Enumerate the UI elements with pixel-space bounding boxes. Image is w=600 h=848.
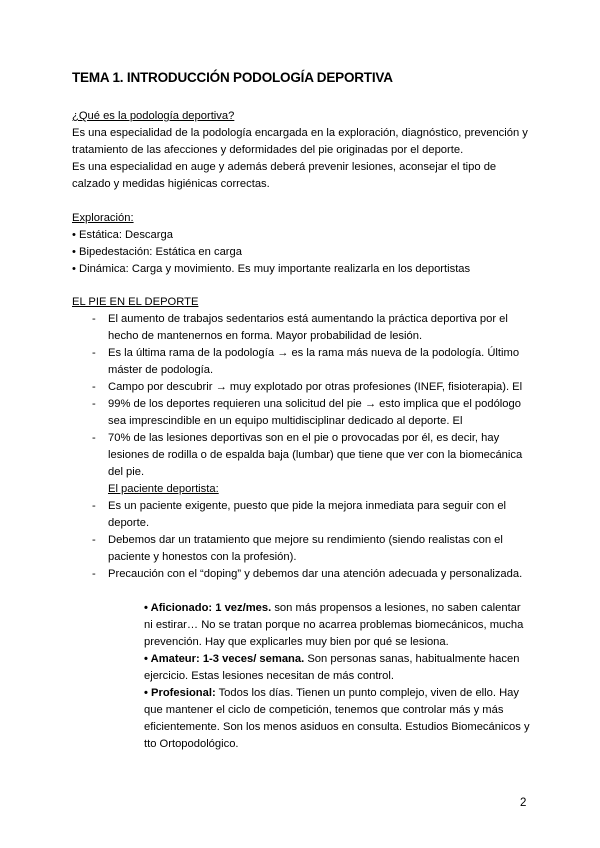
paragraph-line: calzado y medidas higiénicas correctas. xyxy=(72,178,270,190)
amateur-label: • Amateur: 1-3 veces/ semana. xyxy=(144,653,305,665)
dash-item-text: Campo por descubrir → muy explotado por otras profesiones (INEF, fisioterapia). El xyxy=(108,381,523,393)
pie-deporte-heading: EL PIE EN EL DEPORTE xyxy=(72,296,199,308)
paragraph-line: tratamiento de las afecciones y deformidades del pie originadas por el deporte. xyxy=(72,144,464,156)
dash-item-continuation: hecho de mantenernos en forma. Mayor probabilidad de lesión. xyxy=(108,330,423,342)
amateur-text: Son personas sanas, habitualmente hacen xyxy=(304,653,520,665)
dash-marker: - xyxy=(92,568,96,580)
amateur-item xyxy=(144,651,519,668)
dash-marker: - xyxy=(92,500,96,512)
profesional-continuation: que mantener el ciclo de competición, tenemos que controlar más y más xyxy=(144,704,504,716)
bullet-item: • Estática: Descarga xyxy=(72,229,173,241)
page-number: 2 xyxy=(520,797,527,809)
dash-marker: - xyxy=(92,398,96,410)
aficionado-continuation: prevención. Hay que explicarles muy bien por qué se lesiona. xyxy=(144,636,449,648)
amateur-continuation: ejercicio. Estas lesiones necesitan de más control. xyxy=(144,670,394,682)
page-title: TEMA 1. INTRODUCCIÓN PODOLOGÍA DEPORTIVA xyxy=(72,70,393,85)
bullet-item: • Bipedestación: Estática en carga xyxy=(72,246,242,258)
bullet-item: • Dinámica: Carga y movimiento. Es muy importante realizarla en los deportistas xyxy=(72,263,471,275)
profesional-continuation: tto Ortopodológico. xyxy=(144,738,239,750)
paragraph-line: Es una especialidad de la podología encargada en la exploración, diagnóstico, prevención y xyxy=(72,127,528,139)
dash-item-continuation: lesiones de rodilla o de espalda baja (lumbar) que tiene que ver con la biomecánica xyxy=(108,449,523,461)
dash-item-continuation: sea imprescindible en un equipo multidisciplinar dedicado al deporte. El xyxy=(108,415,463,427)
dash-item-continuation: deporte. xyxy=(108,517,150,529)
dash-marker: - xyxy=(92,534,96,546)
question-heading: ¿Qué es la podología deportiva? xyxy=(72,110,235,122)
dash-item xyxy=(92,566,522,583)
dash-item-text: Es un paciente exigente, puesto que pide la mejora inmediata para seguir con el xyxy=(108,500,507,512)
dash-marker: - xyxy=(92,381,96,393)
dash-item xyxy=(92,345,519,362)
dash-item xyxy=(92,379,522,396)
dash-marker: - xyxy=(92,313,96,325)
profesional-text: Todos los días. Tienen un punto complejo, viven de ello. Hay xyxy=(215,687,519,699)
dash-item-continuation: del pie. xyxy=(108,466,145,478)
dash-item-text: Es la última rama de la podología → es la rama más nueva de la podología. Último xyxy=(108,347,520,359)
dash-item-text: 70% de las lesiones deportivas son en el pie o provocadas por él, es decir, hay xyxy=(108,432,500,444)
dash-marker: - xyxy=(92,432,96,444)
dash-item xyxy=(92,532,503,549)
dash-item xyxy=(92,396,521,413)
dash-item-text: Debemos dar un tratamiento que mejore su rendimiento (siendo realistas con el xyxy=(108,534,503,546)
dash-item xyxy=(92,430,499,447)
aficionado-label: • Aficionado: 1 vez/mes. xyxy=(144,602,272,614)
profesional-label: • Profesional: xyxy=(144,687,216,699)
aficionado-item xyxy=(144,600,521,617)
aficionado-continuation: ni estirar… No se tratan porque no acarrea problemas biomecánicos, mucha xyxy=(144,619,524,631)
profesional-item xyxy=(144,685,519,702)
exploracion-heading: Exploración: xyxy=(72,212,134,224)
dash-item xyxy=(92,498,506,515)
dash-marker: - xyxy=(92,347,96,359)
dash-item xyxy=(92,311,508,328)
dash-item-continuation: máster de podología. xyxy=(108,364,214,376)
paciente-subheading: El paciente deportista: xyxy=(108,483,219,495)
dash-item-text: 99% de los deportes requieren una solicitud del pie → esto implica que el podólogo xyxy=(108,398,521,410)
paragraph-line: Es una especialidad en auge y además deberá prevenir lesiones, aconsejar el tipo de xyxy=(72,161,497,173)
dash-item-continuation: paciente y honestos con la profesión). xyxy=(108,551,297,563)
dash-item-text: El aumento de trabajos sedentarios está aumentando la práctica deportiva por el xyxy=(108,313,508,325)
aficionado-text: son más propensos a lesiones, no saben calentar xyxy=(271,602,521,614)
profesional-continuation: eficientemente. Son los menos asiduos en consulta. Estudios Biomecánicos y xyxy=(144,721,530,733)
dash-item-text: Precaución con el “doping” y debemos dar una atención adecuada y personalizada. xyxy=(108,568,523,580)
